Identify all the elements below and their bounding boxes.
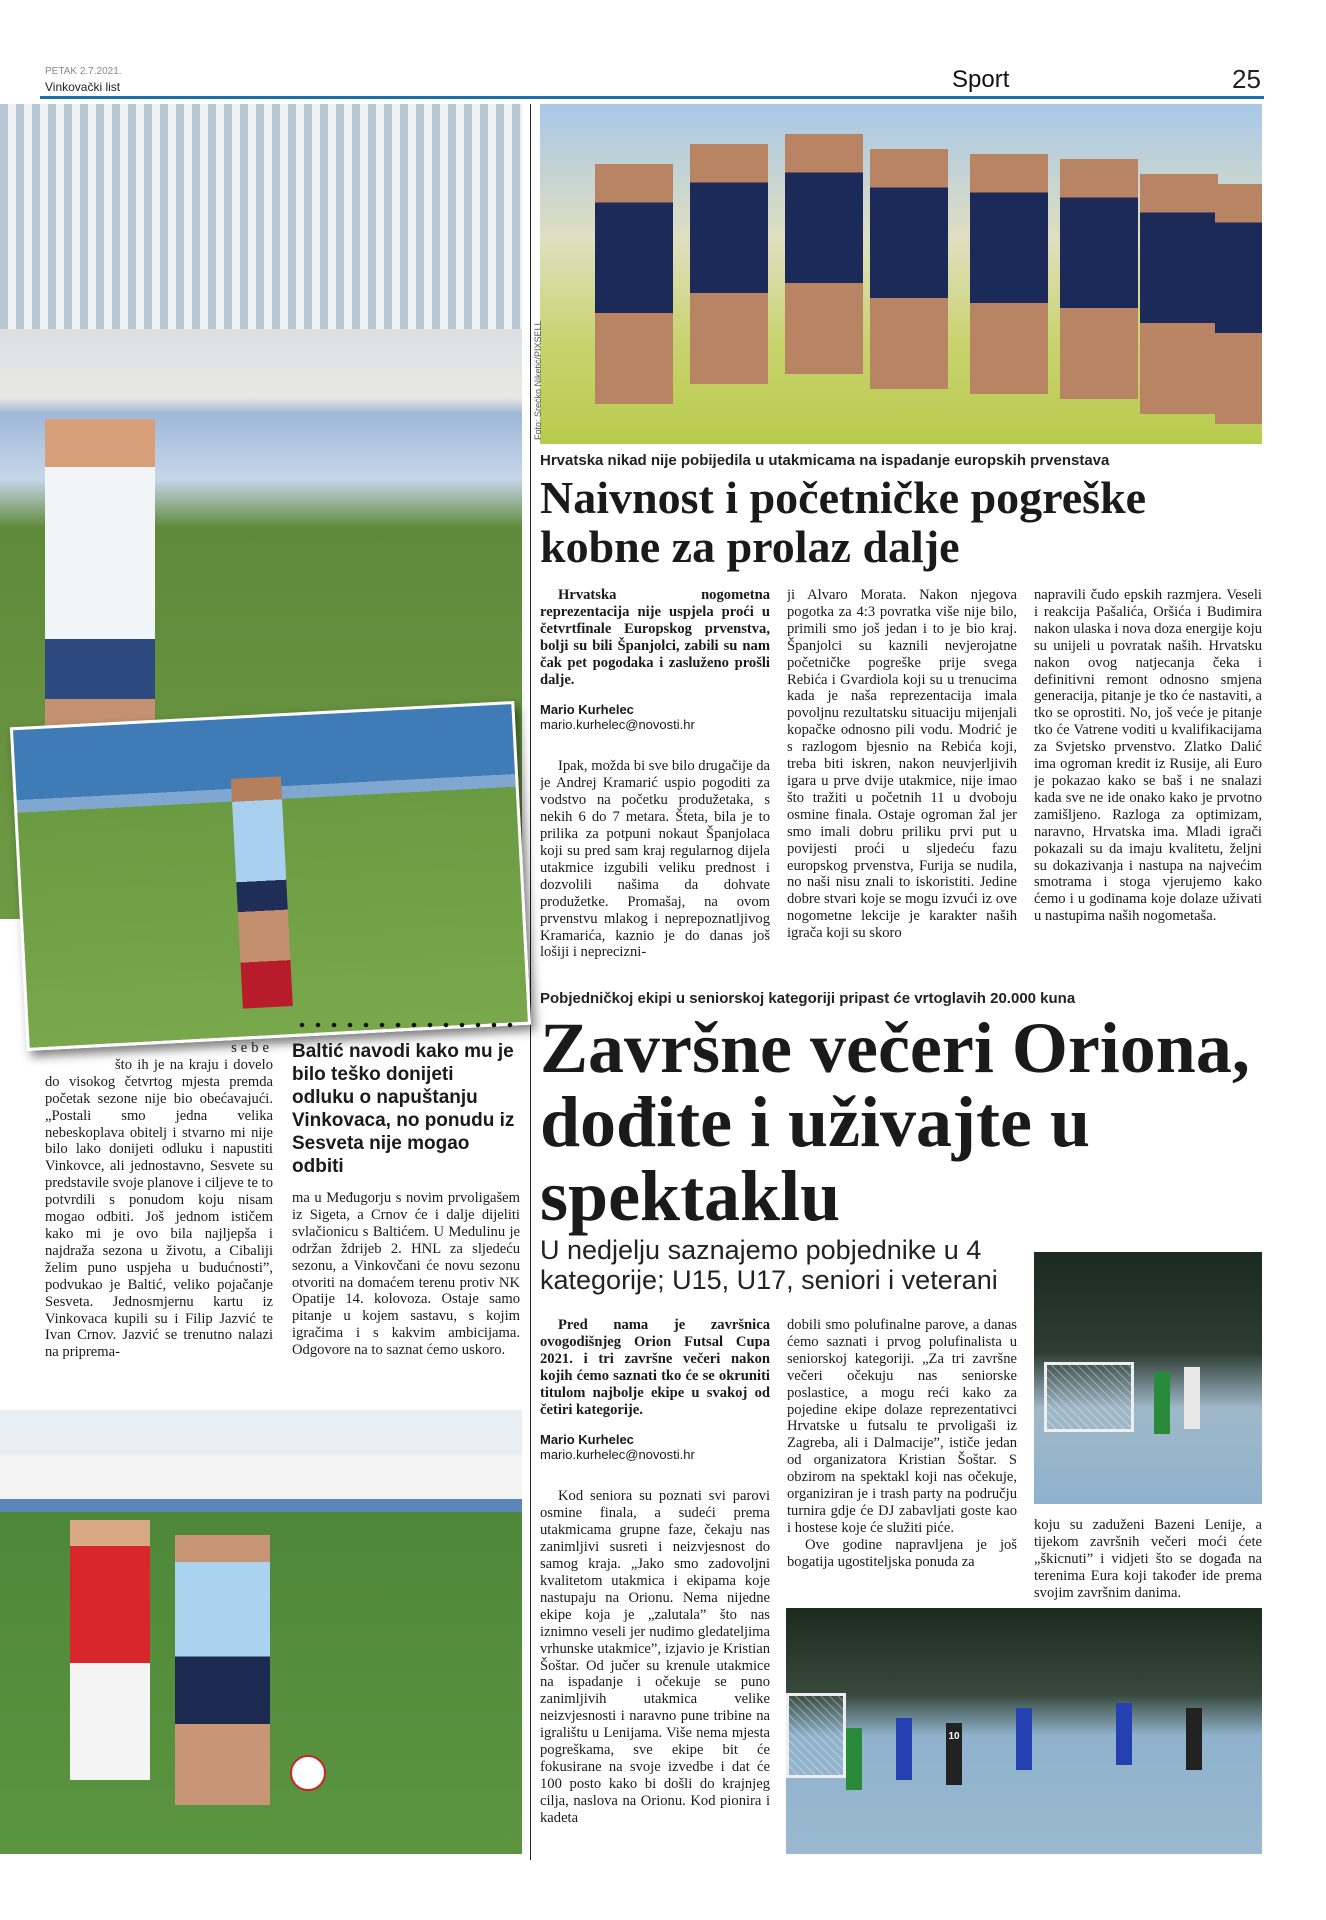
left-article-column-2 xyxy=(292,1190,520,1380)
issue-date: PETAK 2.7.2021. xyxy=(45,66,122,77)
pullquote: Baltić navodi kako mu je bilo teško donijeti odluku o napuštanju Vinkovaca, no ponudu iz Sesveta nije mogao odbiti xyxy=(292,1041,515,1177)
left-article-body-1: što ih je na kraju i dovelo do visokog četvrtog mjesta premda početak sezone nije bio obećavajući. „Postali smo jedna velika nebeskoplava obitelj i stvarno mi nije bilo lako donijeti odluku i napustiti Vinkovce, ali jednostavno, Sesvete su predstavile svoje planove i ciljeve te to potvrdili s ponudom koju nisam mogao odbiti. Još jednom ističem kako mi je ovo bila najljepša i najdraža sezona u životu, a Cibaliji želim puno uspjeha u budućnosti”, podvukao je Baltić, veliko pojačanje Sesveta. Jednosmjernu kartu iz Vinkovaca kupili su i Filip Jazvić te Ivan Crnov. Jazvić se trenutno nalazi na priprema- xyxy=(45,1056,273,1361)
article1-column-2 xyxy=(787,587,1017,979)
newspaper-name: Vinkovački list xyxy=(45,80,121,94)
article2-lead: Pred nama je završnica ovogodišnjeg Orion Futsal Cupa 2021. i tri završne večeri nakon kojih ćemo saznati tko će se okruniti titulom najbolje ekipe u svakoj od četiri kategorije. xyxy=(540,1317,770,1418)
header-rule xyxy=(40,96,1264,99)
article1-headline: Naivnost i početničke pogreške kobne za prolaz dalje xyxy=(540,472,1147,572)
pullquote-dots xyxy=(294,1022,520,1028)
article2-body-2a: dobili smo polufinalne parove, a danas ćemo saznati i prvog polufinalista u seniorskoj kategoriji. „Za tri završne večeri očekuju nas seniorske poslastice, a mogu reći kako za pojedine ekipe dolaze reprezentativci Hrvatske u futsalu te prvoligaši iz Zagreba, ali i Dalmacije”, ističe jedan od organizatora Kristian Šoštar. S obzirom na spektakl koji nas očekuje, organiziran je i trash party na području turnira gdje će DJ zabavljati goste kao i hostese koje će služiti piće. xyxy=(787,1317,1017,1536)
article1-body-3: napravili čudo epskih razmjera. Veseli i reakcija Pašalića, Oršića i Budimira nakon ulaska i nova doza energije koju su unijeli u povratak naših. Hrvatsku nakon ovog natjecanja čeka i definitivni remont odnosno smjena generacija, pitanje je tko će nastaviti, a tko se oprostiti. No, još veće je pitanje tko će Vatrene voditi u kvalifikacijama za Svjetsko prvenstvo. Zlatko Dalić ima ogroman kredit iz Rusije, ali Euro je pokazao kako se baš i ne snalazi kada sve ne ide onako kako je prvotno zamišljeno. Razloga za optimizam, naravno, Hrvatska ima. Mladi igrači pokazali su da imaju kvalitetu, željni su dokazivanja i nastupa na najvećim smotrama i stoga vjerujemo kako ćemo i u godinama koje dolaze uživati u nastupima naših nogometaša. xyxy=(1034,587,1262,925)
article2-body-3: koju su zaduženi Bazeni Lenije, a tijekom završnih večeri moći ćete „škicnuti” i vidjeti što se događa na terenima Eura koji također ide prema svojim završnim danima. xyxy=(1034,1517,1262,1601)
article1-body-1: Ipak, možda bi sve bilo drugačije da je Andrej Kramarić uspio pogoditi za vodstvo na početku produžetaka, s nekih 6 do 7 metara. Šteta, bila je to prilika za potpuni nokaut Španjolaca koji su pred sam kraj regularnog dijela utakmice izgubili veliku prednost i dozvolili našima da dohvate produžetke. Promašaj, na ovom prvenstvu mlakog i neprepoznatljivog Kramarića, kaznio je do danas još lošiji i neprecizni- xyxy=(540,758,770,961)
match-photo xyxy=(0,1410,522,1854)
futsal-goal-photo xyxy=(1034,1252,1262,1504)
left-article-column-1 xyxy=(45,1040,273,1380)
article1-body-2: ji Alvaro Morata. Nakon njegova pogotka za 4:3 povratka više nije bilo, primili smo još jedan i to je bio kraj. Španjolci su kaznili nevjerojatne početničke pogreške prije svega Rebića i Gvardiola koji su u trenucima kada je naša reprezentacija imala povoljnu rezultatsku situaciju mijenjali kopačke odnosno pili vodu. Modrić je s razlogom bjesnio na Rebića koji, treba biti iskren, nakon neuvjerljivih igara u prve dvije utakmice, nije imao što tražiti u početnih 11 u dvoboju osmine finala. Ostaje ogroman žal jer smo imali dobru priliku prvi put u povijesti proći u sljedeću fazu europskog prvenstva, Furija se nudila, no naši nisu znali to iskoristiti. Jedine dobre stvari koje se mogu izvući iz ove nogometne lekcije je karakter naših igrača koji su skoro xyxy=(787,587,1017,942)
article2-column-1 xyxy=(540,1317,770,1865)
photo-credit: Foto: Srećko Niketić/PIXSELL xyxy=(533,320,543,440)
left-article-sidebar xyxy=(292,1040,520,1380)
section-title: Sport xyxy=(952,66,1010,93)
article2-body-2b: Ove godine napravljena je još bogatija ugostiteljska ponuda za xyxy=(787,1536,1017,1570)
article1-header xyxy=(540,452,1262,584)
page-number: 25 xyxy=(1232,64,1261,94)
article1-column-1 xyxy=(540,587,770,979)
article1-kicker: Hrvatska nikad nije pobijedila u utakmicama na ispadanje europskih prvenstava xyxy=(540,452,1110,469)
left-article-body-2: ma u Međugorju s novim prvoligašem iz Sigeta, a Crnov će i dalje dijeliti svlačionicu s Baltićem. U Medulinu je održan ždrijeb 2. HNL za sljedeću sezonu, a Vinkovčani će novu sezonu otvoriti na domaćem terenu protiv NK Opatije 14. kolovoza. Ostaje samo pitanje u kojem sastavu, s kojim igračima i s kakvim ambicijama. Odgovore na to saznat ćemo uskoro. xyxy=(292,1190,520,1359)
futsal-match-photo xyxy=(786,1608,1262,1854)
article2-kicker: Pobjedničkoj ekipi u seniorskoj kategoriji pripast će vrtoglavih 20.000 kuna xyxy=(540,990,1076,1007)
left-article-top-word: sebe xyxy=(231,1040,273,1056)
article2-author-email[interactable]: mario.kurhelec@novosti.hr xyxy=(540,1447,695,1463)
article2-author: Mario Kurhelec xyxy=(540,1432,634,1448)
article2-subheadline: U nedjelju saznajemo pobjednike u 4 kategorije; U15, U17, seniori i veterani xyxy=(540,1235,998,1295)
article1-author: Mario Kurhelec xyxy=(540,702,634,718)
article1-column-3 xyxy=(1034,587,1262,979)
player-inset-photo xyxy=(10,701,531,1051)
article2-headline: Završne večeri Oriona, dođite i uživajte u spektaklu xyxy=(540,1008,1250,1236)
column-divider xyxy=(530,104,531,1860)
article1-lead: Hrvatska nogometna reprezentacija nije uspjela proći u četvrtfinale Europskog prvenstva, bolji su bili Španjolci, zabili su nam čak pet pogodaka i zasluženo prošli dalje. xyxy=(540,587,770,688)
croatia-training-photo xyxy=(540,104,1262,444)
article2-body-1: Kod seniora su poznati svi parovi osmine finala, a sudeći prema utakmicama grupne faze, čekaju nas zanimljivi susreti i neizvjesnost do samog kraja. „Jako smo zadovoljni kvalitetom utakmica i ekipama koje nastupaju na Orionu. Nema nijedne ekipe koja je „zalutala” što nas iznimno veseli jer nudimo gledateljima vrhunske utakmice”, izjavio je Kristian Šoštar. Od jučer su krenule utakmice na ispadanje i očekuje se puno zanimljivih utakmica velike neizvjesnosti i naravno pune tribine na igralištu u Lenijama. Više nema mjesta pogreškama, sve ekipe bit će fokusirane na svoje izvedbe i dat će 100 posto kako bi došli do krajnjeg cilja, naslova na Orionu. Kod pionira i kadeta xyxy=(540,1488,770,1826)
article2-column-3 xyxy=(1034,1517,1262,1605)
article2-column-2 xyxy=(787,1317,1017,1607)
jersey-number: 10 xyxy=(946,1723,962,1785)
article1-author-email[interactable]: mario.kurhelec@novosti.hr xyxy=(540,717,695,733)
